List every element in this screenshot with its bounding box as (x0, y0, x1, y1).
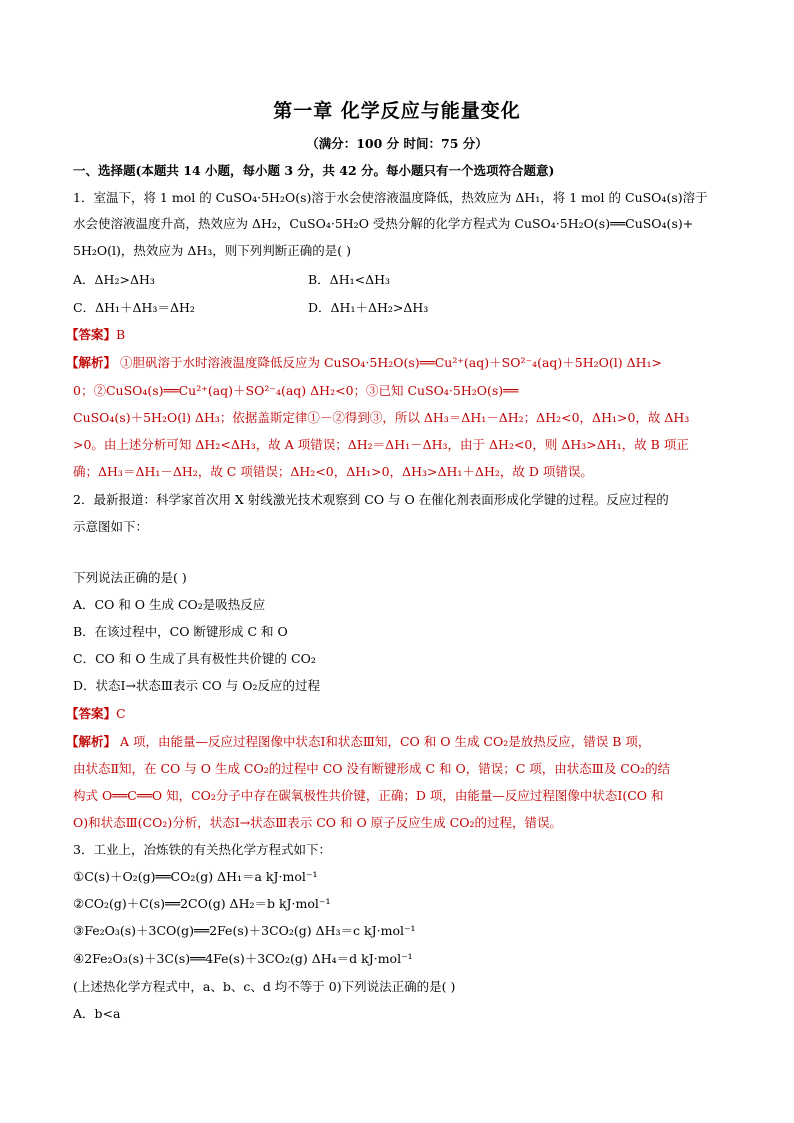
q1-option-d: D．ΔH₁＋ΔH₂>ΔH₃ (308, 300, 429, 315)
q2-option-b: B．在该过程中，CO 断键形成 C 和 O (73, 624, 288, 639)
q1-stem-line: 1．室温下，将 1 mol 的 CuSO₄·5H₂O(s)溶于水会使溶液温度降低，热效应为 ΔH₁，将 1 mol 的 CuSO₄(s)溶于 (73, 190, 708, 205)
q1-option-b: B．ΔH₁<ΔH₃ (308, 272, 391, 287)
q1-option-c: C．ΔH₁＋ΔH₃＝ΔH₂ (73, 300, 195, 315)
q3-equation-2: ②CO₂(g)＋C(s)══2CO(g) ΔH₂＝b kJ·mol⁻¹ (73, 896, 331, 911)
q2-option-d: D．状态Ⅰ→状态Ⅲ表示 CO 与 O₂反应的过程 (73, 678, 320, 693)
q1-answer (66, 327, 125, 343)
q2-analysis-line: O)和状态Ⅲ(CO₂)分析，状态Ⅰ→状态Ⅲ表示 CO 和 O 原子反应生成 CO₂的过程，错误。 (73, 815, 562, 830)
q1-option-a: A．ΔH₂>ΔH₃ (73, 272, 155, 287)
q3-option-a: A．b<a (73, 1006, 121, 1021)
q1-analysis-line: CuSO₄(s)＋5H₂O(l) ΔH₃；依据盖斯定律①－②得到③，所以 ΔH₃＝ΔH₁－ΔH₂；ΔH₂<0，ΔH₁>0，故 ΔH₃ (73, 410, 690, 425)
q1-analysis-line: >0。由上述分析可知 ΔH₂<ΔH₃，故 A 项错误；ΔH₂＝ΔH₁－ΔH₃，由于 ΔH₂<0，则 ΔH₃>ΔH₁，故 B 项正 (73, 437, 689, 452)
answer-value: B (116, 327, 126, 342)
answer-value: C (116, 706, 126, 721)
q1-analysis-line: 0；②CuSO₄(s)══Cu²⁺(aq)＋SO²⁻₄(aq) ΔH₂<0；③已知 CuSO₄·5H₂O(s)══ (73, 383, 519, 398)
q1-analysis-line (66, 355, 662, 371)
q2-analysis-line: 由状态Ⅱ知，在 CO 与 O 生成 CO₂的过程中 CO 没有断键形成 C 和 O，错误；C 项，由状态Ⅲ及 CO₂的结 (73, 761, 671, 776)
q1-stem-line: 水会使溶液温度升高，热效应为 ΔH₂，CuSO₄·5H₂O 受热分解的化学方程式为 CuSO₄·5H₂O(s)══CuSO₄(s)+ (73, 216, 694, 231)
analysis-tag: 【解析】 (66, 734, 117, 749)
q2-analysis-line (66, 734, 650, 750)
q3-stem-line: (上述热化学方程式中，a、b、c、d 均不等于 0)下列说法正确的是( ) (73, 979, 456, 994)
q1-stem-line: 5H₂O(l)，热效应为 ΔH₃，则下列判断正确的是( ) (73, 243, 352, 258)
q3-equation-3: ③Fe₂O₃(s)＋3CO(g)══2Fe(s)＋3CO₂(g) ΔH₃＝c kJ·mol⁻¹ (73, 923, 416, 938)
answer-tag: 【答案】 (66, 327, 117, 342)
q2-option-a: A．CO 和 O 生成 CO₂是吸热反应 (73, 597, 266, 612)
q2-stem-line: 2．最新报道：科学家首次用 X 射线激光技术观察到 CO 与 O 在催化剂表面形成化学键的过程。反应过程的 (73, 492, 669, 507)
q2-analysis-line: 构式 O══C══O 知，CO₂分子中存在碳氧极性共价键，正确；D 项，由能量—反应过程图像中状态Ⅰ(CO 和 (73, 788, 664, 803)
q1-analysis-line: 确；ΔH₃＝ΔH₁－ΔH₂，故 C 项错误；ΔH₂<0，ΔH₁>0，ΔH₃>ΔH₁＋ΔH₂，故 D 项错误。 (73, 464, 593, 479)
q3-equation-4: ④2Fe₂O₃(s)＋3C(s)══4Fe(s)＋3CO₂(g) ΔH₄＝d kJ·mol⁻¹ (73, 951, 413, 966)
analysis-text: A 项，由能量—反应过程图像中状态Ⅰ和状态Ⅲ知，CO 和 O 生成 CO₂是放热反应，错误 B 项， (116, 734, 651, 749)
q2-stem-line: 下列说法正确的是( ) (73, 570, 187, 585)
exam-info: （满分：100 分 时间：75 分） (306, 136, 488, 151)
answer-tag: 【答案】 (66, 706, 117, 721)
q2-stem-line: 示意图如下： (73, 519, 149, 534)
analysis-text: ①胆矾溶于水时溶液温度降低反应为 CuSO₄·5H₂O(s)══Cu²⁺(aq)＋SO²⁻₄(aq)＋5H₂O(l) ΔH₁> (116, 355, 663, 370)
page-title: 第一章 化学反应与能量变化 (273, 100, 521, 122)
section-heading: 一、选择题(本题共 14 小题，每小题 3 分，共 42 分。每小题只有一个选项符合题意) (73, 163, 555, 178)
q3-equation-1: ①C(s)＋O₂(g)══CO₂(g) ΔH₁＝a kJ·mol⁻¹ (73, 869, 318, 884)
q3-stem-line: 3．工业上，冶炼铁的有关热化学方程式如下： (73, 842, 331, 857)
q2-answer (66, 706, 126, 722)
analysis-tag: 【解析】 (66, 355, 117, 370)
q2-option-c: C．CO 和 O 生成了具有极性共价键的 CO₂ (73, 651, 316, 666)
